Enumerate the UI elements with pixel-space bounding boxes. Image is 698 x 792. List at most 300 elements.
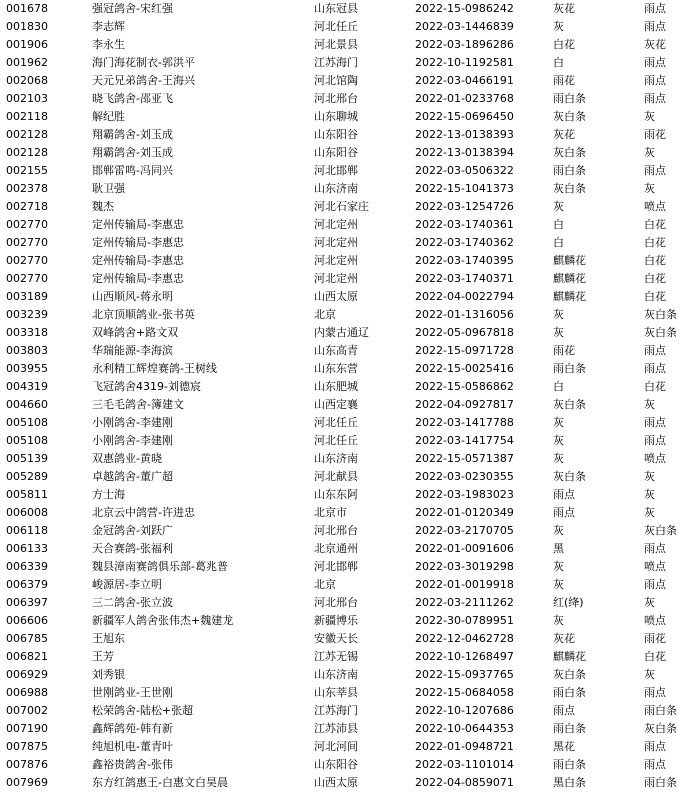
cell-ring-number: 2022-01-0120349 [415, 506, 514, 519]
cell-location: 河北任丘 [314, 434, 358, 447]
cell-owner-name: 三二鸽舍-张立波 [92, 596, 173, 609]
cell-color: 灰 [553, 308, 564, 321]
cell-location: 河北邢台 [314, 596, 358, 609]
cell-color: 灰 [553, 524, 564, 537]
cell-location: 江苏无锡 [314, 650, 358, 663]
cell-eye-type: 灰 [644, 488, 655, 501]
cell-ring-number: 2022-10-1268497 [415, 650, 514, 663]
table-row [0, 270, 698, 288]
cell-owner-name: 翔霸鸽舍-刘玉成 [92, 146, 173, 159]
cell-ring-number: 2022-04-0859071 [415, 776, 514, 789]
cell-color: 灰白条 [553, 146, 586, 159]
cell-color: 雨白条 [553, 92, 586, 105]
cell-eye-type: 灰花 [644, 38, 666, 51]
cell-owner-name: 北京云中鸽营-许进忠 [92, 506, 195, 519]
cell-record-id: 004319 [6, 380, 48, 393]
table-row [0, 234, 698, 252]
cell-owner-name: 纯旭机电-董青叶 [92, 740, 173, 753]
cell-color: 灰白条 [553, 182, 586, 195]
table-row [0, 0, 698, 18]
cell-ring-number: 2022-03-0466191 [415, 74, 514, 87]
cell-ring-number: 2022-15-0937765 [415, 668, 514, 681]
table-row [0, 666, 698, 684]
cell-color: 灰 [553, 560, 564, 573]
cell-ring-number: 2022-03-1740371 [415, 272, 514, 285]
cell-color: 黑 [553, 542, 564, 555]
cell-eye-type: 雨点 [644, 758, 666, 771]
cell-eye-type: 白花 [644, 218, 666, 231]
cell-ring-number: 2022-03-1983023 [415, 488, 514, 501]
cell-eye-type: 灰白条 [644, 722, 677, 735]
cell-eye-type: 雨点 [644, 740, 666, 753]
cell-record-id: 002118 [6, 110, 48, 123]
cell-eye-type: 灰 [644, 470, 655, 483]
cell-location: 山西定襄 [314, 398, 358, 411]
cell-color: 雨点 [553, 506, 575, 519]
table-row [0, 108, 698, 126]
cell-owner-name: 定州传输局-李惠忠 [92, 218, 184, 231]
cell-color: 雨点 [553, 488, 575, 501]
cell-ring-number: 2022-04-0022794 [415, 290, 514, 303]
table-row [0, 180, 698, 198]
cell-eye-type: 喷点 [644, 614, 666, 627]
cell-color: 灰 [553, 200, 564, 213]
cell-color: 红(绛) [553, 596, 584, 609]
cell-ring-number: 2022-05-0967818 [415, 326, 514, 339]
cell-color: 灰 [553, 452, 564, 465]
cell-eye-type: 灰 [644, 668, 655, 681]
cell-owner-name: 华瑞能源-李海滨 [92, 344, 173, 357]
cell-ring-number: 2022-03-0230355 [415, 470, 514, 483]
cell-owner-name: 鑫辉鸽苑-韩有新 [92, 722, 173, 735]
table-row [0, 576, 698, 594]
table-row [0, 720, 698, 738]
table-row [0, 378, 698, 396]
cell-record-id: 003955 [6, 362, 48, 375]
cell-location: 河北邯郸 [314, 164, 358, 177]
cell-location: 山东阳谷 [314, 128, 358, 141]
cell-location: 北京 [314, 308, 336, 321]
cell-location: 河北任丘 [314, 20, 358, 33]
cell-owner-name: 魏杰 [92, 200, 114, 213]
cell-location: 北京通州 [314, 542, 358, 555]
cell-eye-type: 灰 [644, 182, 655, 195]
cell-record-id: 002770 [6, 218, 48, 231]
cell-eye-type: 灰 [644, 506, 655, 519]
cell-record-id: 005139 [6, 452, 48, 465]
cell-record-id: 006821 [6, 650, 48, 663]
cell-owner-name: 永利精工辉煌赛鸽-王树线 [92, 362, 217, 375]
cell-location: 山东莘县 [314, 686, 358, 699]
cell-eye-type: 灰白条 [644, 524, 677, 537]
cell-owner-name: 晓飞鸽舍-邵亚飞 [92, 92, 173, 105]
cell-eye-type: 雨点 [644, 20, 666, 33]
cell-record-id: 003318 [6, 326, 48, 339]
cell-color: 雨白条 [553, 686, 586, 699]
cell-record-id: 002103 [6, 92, 48, 105]
cell-eye-type: 白花 [644, 380, 666, 393]
cell-eye-type: 白花 [644, 236, 666, 249]
cell-ring-number: 2022-03-1417754 [415, 434, 514, 447]
table-row [0, 468, 698, 486]
cell-color: 灰 [553, 614, 564, 627]
cell-record-id: 002770 [6, 254, 48, 267]
cell-owner-name: 松荣鸽舍-陆松+张超 [92, 704, 194, 717]
cell-location: 河北定州 [314, 272, 358, 285]
cell-eye-type: 雨点 [644, 56, 666, 69]
cell-color: 黑白条 [553, 776, 586, 789]
cell-eye-type: 雨点 [644, 686, 666, 699]
cell-eye-type: 灰 [644, 398, 655, 411]
cell-location: 山东东阿 [314, 488, 358, 501]
cell-ring-number: 2022-01-1316056 [415, 308, 514, 321]
cell-owner-name: 王芳 [92, 650, 114, 663]
cell-owner-name: 小刚鸽舍-李建刚 [92, 416, 173, 429]
cell-eye-type: 雨花 [644, 632, 666, 645]
table-row [0, 594, 698, 612]
cell-record-id: 006606 [6, 614, 48, 627]
table-row [0, 216, 698, 234]
cell-record-id: 005108 [6, 416, 48, 429]
cell-owner-name: 定州传输局-李惠忠 [92, 236, 184, 249]
cell-owner-name: 李永生 [92, 38, 125, 51]
cell-ring-number: 2022-03-2170705 [415, 524, 514, 537]
cell-owner-name: 小刚鸽舍-李建刚 [92, 434, 173, 447]
table-row [0, 504, 698, 522]
cell-owner-name: 定州传输局-李惠忠 [92, 272, 184, 285]
cell-color: 白 [553, 218, 564, 231]
cell-ring-number: 2022-15-0571387 [415, 452, 514, 465]
cell-ring-number: 2022-15-0684058 [415, 686, 514, 699]
cell-ring-number: 2022-03-3019298 [415, 560, 514, 573]
cell-record-id: 007190 [6, 722, 48, 735]
cell-location: 新疆博乐 [314, 614, 358, 627]
cell-color: 白 [553, 236, 564, 249]
cell-owner-name: 天元兄弟鸽舍-王海兴 [92, 74, 195, 87]
cell-record-id: 004660 [6, 398, 48, 411]
cell-eye-type: 雨点 [644, 2, 666, 15]
cell-color: 灰白条 [553, 398, 586, 411]
table-row [0, 306, 698, 324]
cell-eye-type: 白花 [644, 272, 666, 285]
cell-owner-name: 解纪胜 [92, 110, 125, 123]
cell-record-id: 002128 [6, 146, 48, 159]
table-row [0, 756, 698, 774]
cell-location: 河北河间 [314, 740, 358, 753]
cell-ring-number: 2022-15-1041373 [415, 182, 514, 195]
cell-ring-number: 2022-15-0025416 [415, 362, 514, 375]
cell-eye-type: 雨点 [644, 362, 666, 375]
cell-location: 河北景县 [314, 38, 358, 51]
cell-record-id: 005108 [6, 434, 48, 447]
cell-location: 内蒙古通辽 [314, 326, 369, 339]
cell-owner-name: 山西顺风-蒋永明 [92, 290, 173, 303]
cell-owner-name: 耿卫强 [92, 182, 125, 195]
cell-location: 山西太原 [314, 776, 358, 789]
cell-record-id: 003189 [6, 290, 48, 303]
cell-record-id: 006785 [6, 632, 48, 645]
cell-eye-type: 雨白条 [644, 704, 677, 717]
table-row [0, 774, 698, 792]
cell-eye-type: 喷点 [644, 452, 666, 465]
cell-ring-number: 2022-03-1740361 [415, 218, 514, 231]
cell-record-id: 002068 [6, 74, 48, 87]
cell-location: 山东东营 [314, 362, 358, 375]
cell-color: 灰花 [553, 2, 575, 15]
table-row [0, 252, 698, 270]
table-row [0, 198, 698, 216]
cell-color: 灰花 [553, 128, 575, 141]
cell-record-id: 005811 [6, 488, 48, 501]
cell-ring-number: 2022-13-0138394 [415, 146, 514, 159]
cell-color: 白花 [553, 38, 575, 51]
cell-color: 灰白条 [553, 470, 586, 483]
cell-owner-name: 北京顶顺鸽业-张书英 [92, 308, 195, 321]
cell-location: 山东聊城 [314, 110, 358, 123]
cell-owner-name: 鑫裕贵鸽舍-张伟 [92, 758, 173, 771]
cell-record-id: 001830 [6, 20, 48, 33]
table-row [0, 432, 698, 450]
table-row [0, 36, 698, 54]
table-row [0, 540, 698, 558]
cell-color: 麒麟花 [553, 290, 586, 303]
cell-location: 河北邢台 [314, 524, 358, 537]
cell-color: 雨白条 [553, 164, 586, 177]
cell-record-id: 007876 [6, 758, 48, 771]
cell-location: 山西太原 [314, 290, 358, 303]
table-row [0, 558, 698, 576]
cell-eye-type: 雨点 [644, 92, 666, 105]
cell-color: 黑花 [553, 740, 575, 753]
cell-record-id: 001962 [6, 56, 48, 69]
cell-color: 麒麟花 [553, 254, 586, 267]
cell-color: 雨花 [553, 74, 575, 87]
cell-location: 山东济南 [314, 452, 358, 465]
cell-owner-name: 世刚鸽业-王世刚 [92, 686, 173, 699]
cell-color: 灰白条 [553, 110, 586, 123]
cell-record-id: 001906 [6, 38, 48, 51]
cell-location: 江苏沛县 [314, 722, 358, 735]
table-row [0, 396, 698, 414]
table-row [0, 612, 698, 630]
cell-record-id: 006118 [6, 524, 48, 537]
cell-ring-number: 2022-03-1740395 [415, 254, 514, 267]
cell-ring-number: 2022-15-0971728 [415, 344, 514, 357]
cell-eye-type: 雨点 [644, 434, 666, 447]
cell-eye-type: 雨点 [644, 542, 666, 555]
cell-owner-name: 李志辉 [92, 20, 125, 33]
cell-record-id: 007002 [6, 704, 48, 717]
cell-eye-type: 雨点 [644, 578, 666, 591]
cell-record-id: 006008 [6, 506, 48, 519]
table-row [0, 486, 698, 504]
cell-eye-type: 白花 [644, 650, 666, 663]
cell-color: 雨白条 [553, 362, 586, 375]
cell-eye-type: 白花 [644, 254, 666, 267]
cell-color: 雨花 [553, 344, 575, 357]
table-row [0, 18, 698, 36]
cell-location: 山东济南 [314, 668, 358, 681]
cell-eye-type: 灰 [644, 596, 655, 609]
cell-color: 灰 [553, 578, 564, 591]
cell-color: 雨白条 [553, 722, 586, 735]
cell-ring-number: 2022-03-2111262 [415, 596, 514, 609]
cell-owner-name: 方士海 [92, 488, 125, 501]
table-row [0, 162, 698, 180]
cell-location: 安徽天长 [314, 632, 358, 645]
cell-eye-type: 喷点 [644, 560, 666, 573]
cell-location: 河北任丘 [314, 416, 358, 429]
cell-owner-name: 飞冠鸽舍4319-刘德宸 [92, 380, 201, 393]
cell-record-id: 006379 [6, 578, 48, 591]
table-row [0, 342, 698, 360]
table-row [0, 522, 698, 540]
cell-location: 江苏海门 [314, 704, 358, 717]
cell-owner-name: 金冠鸽舍-刘跃广 [92, 524, 173, 537]
cell-owner-name: 卓越鸽舍-董广超 [92, 470, 173, 483]
cell-record-id: 002128 [6, 128, 48, 141]
cell-ring-number: 2022-01-0091606 [415, 542, 514, 555]
cell-record-id: 002378 [6, 182, 48, 195]
cell-location: 河北石家庄 [314, 200, 369, 213]
cell-color: 灰花 [553, 632, 575, 645]
table-row [0, 702, 698, 720]
cell-owner-name: 王旭东 [92, 632, 125, 645]
cell-location: 山东高青 [314, 344, 358, 357]
cell-ring-number: 2022-30-0789951 [415, 614, 514, 627]
table-row [0, 90, 698, 108]
cell-ring-number: 2022-15-0586862 [415, 380, 514, 393]
table-row [0, 738, 698, 756]
cell-color: 灰 [553, 416, 564, 429]
cell-location: 山东济南 [314, 182, 358, 195]
cell-record-id: 006133 [6, 542, 48, 555]
cell-eye-type: 灰白条 [644, 326, 677, 339]
cell-owner-name: 东方红鸽惠王-白惠文白昊晨 [92, 776, 228, 789]
cell-owner-name: 新疆军人鸽舍张伟杰+魏建龙 [92, 614, 234, 627]
cell-ring-number: 2022-03-1446839 [415, 20, 514, 33]
cell-owner-name: 峻源居-李立明 [92, 578, 162, 591]
cell-color: 灰 [553, 434, 564, 447]
cell-location: 河北定州 [314, 218, 358, 231]
cell-record-id: 002770 [6, 272, 48, 285]
cell-owner-name: 定州传输局-李惠忠 [92, 254, 184, 267]
cell-location: 江苏海门 [314, 56, 358, 69]
cell-owner-name: 邯郸雷鸣-冯同兴 [92, 164, 173, 177]
cell-ring-number: 2022-01-0948721 [415, 740, 514, 753]
cell-owner-name: 海门海花制衣-郭洪平 [92, 56, 195, 69]
cell-ring-number: 2022-15-0986242 [415, 2, 514, 15]
cell-owner-name: 强冠鸽舍-宋红强 [92, 2, 173, 15]
cell-color: 雨点 [553, 704, 575, 717]
cell-eye-type: 雨点 [644, 344, 666, 357]
cell-eye-type: 灰 [644, 110, 655, 123]
cell-location: 北京市 [314, 506, 347, 519]
cell-eye-type: 雨花 [644, 128, 666, 141]
cell-location: 河北馆陶 [314, 74, 358, 87]
cell-owner-name: 双惠鸽业-黄晓 [92, 452, 162, 465]
cell-color: 麒麟花 [553, 272, 586, 285]
cell-record-id: 001678 [6, 2, 48, 15]
cell-eye-type: 灰白条 [644, 308, 677, 321]
cell-color: 灰白条 [553, 668, 586, 681]
cell-ring-number: 2022-15-0696450 [415, 110, 514, 123]
cell-record-id: 006929 [6, 668, 48, 681]
cell-color: 麒麟花 [553, 650, 586, 663]
cell-ring-number: 2022-10-1207686 [415, 704, 514, 717]
cell-location: 河北定州 [314, 254, 358, 267]
cell-color: 雨白条 [553, 758, 586, 771]
cell-ring-number: 2022-03-1254726 [415, 200, 514, 213]
cell-eye-type: 灰 [644, 146, 655, 159]
cell-location: 河北邯郸 [314, 560, 358, 573]
cell-owner-name: 翔霸鸽舍-刘玉成 [92, 128, 173, 141]
cell-color: 灰 [553, 20, 564, 33]
cell-ring-number: 2022-04-0927817 [415, 398, 514, 411]
table-row [0, 414, 698, 432]
cell-record-id: 006339 [6, 560, 48, 573]
cell-record-id: 007875 [6, 740, 48, 753]
cell-location: 山东冠县 [314, 2, 358, 15]
table-row [0, 450, 698, 468]
cell-eye-type: 喷点 [644, 200, 666, 213]
cell-record-id: 005289 [6, 470, 48, 483]
cell-location: 北京 [314, 578, 336, 591]
cell-location: 河北献县 [314, 470, 358, 483]
cell-ring-number: 2022-03-1101014 [415, 758, 514, 771]
cell-owner-name: 刘秀银 [92, 668, 125, 681]
cell-record-id: 003803 [6, 344, 48, 357]
cell-ring-number: 2022-03-1740362 [415, 236, 514, 249]
cell-eye-type: 雨点 [644, 74, 666, 87]
table-row [0, 144, 698, 162]
cell-eye-type: 雨白条 [644, 776, 677, 789]
table-row [0, 630, 698, 648]
cell-record-id: 007969 [6, 776, 48, 789]
table-row [0, 648, 698, 666]
cell-location: 山东阳谷 [314, 758, 358, 771]
table-row [0, 288, 698, 306]
cell-record-id: 002155 [6, 164, 48, 177]
cell-color: 白 [553, 56, 564, 69]
cell-ring-number: 2022-01-0233768 [415, 92, 514, 105]
cell-owner-name: 双峰鸽舍+路文双 [92, 326, 179, 339]
cell-ring-number: 2022-12-0462728 [415, 632, 514, 645]
cell-location: 河北邢台 [314, 92, 358, 105]
table-row [0, 126, 698, 144]
table-row [0, 72, 698, 90]
cell-record-id: 006397 [6, 596, 48, 609]
cell-record-id: 003239 [6, 308, 48, 321]
cell-owner-name: 魏县漳南赛鸽俱乐部-葛兆普 [92, 560, 228, 573]
cell-ring-number: 2022-13-0138393 [415, 128, 514, 141]
cell-ring-number: 2022-03-1417788 [415, 416, 514, 429]
cell-color: 灰 [553, 326, 564, 339]
cell-location: 河北定州 [314, 236, 358, 249]
cell-location: 山东肥城 [314, 380, 358, 393]
cell-location: 山东阳谷 [314, 146, 358, 159]
cell-record-id: 002770 [6, 236, 48, 249]
table-row [0, 54, 698, 72]
cell-ring-number: 2022-10-1192581 [415, 56, 514, 69]
cell-ring-number: 2022-10-0644353 [415, 722, 514, 735]
cell-ring-number: 2022-03-0506322 [415, 164, 514, 177]
cell-ring-number: 2022-03-1896286 [415, 38, 514, 51]
cell-ring-number: 2022-01-0019918 [415, 578, 514, 591]
cell-color: 白 [553, 380, 564, 393]
cell-eye-type: 雨点 [644, 164, 666, 177]
cell-owner-name: 天合赛鸽-张福利 [92, 542, 173, 555]
